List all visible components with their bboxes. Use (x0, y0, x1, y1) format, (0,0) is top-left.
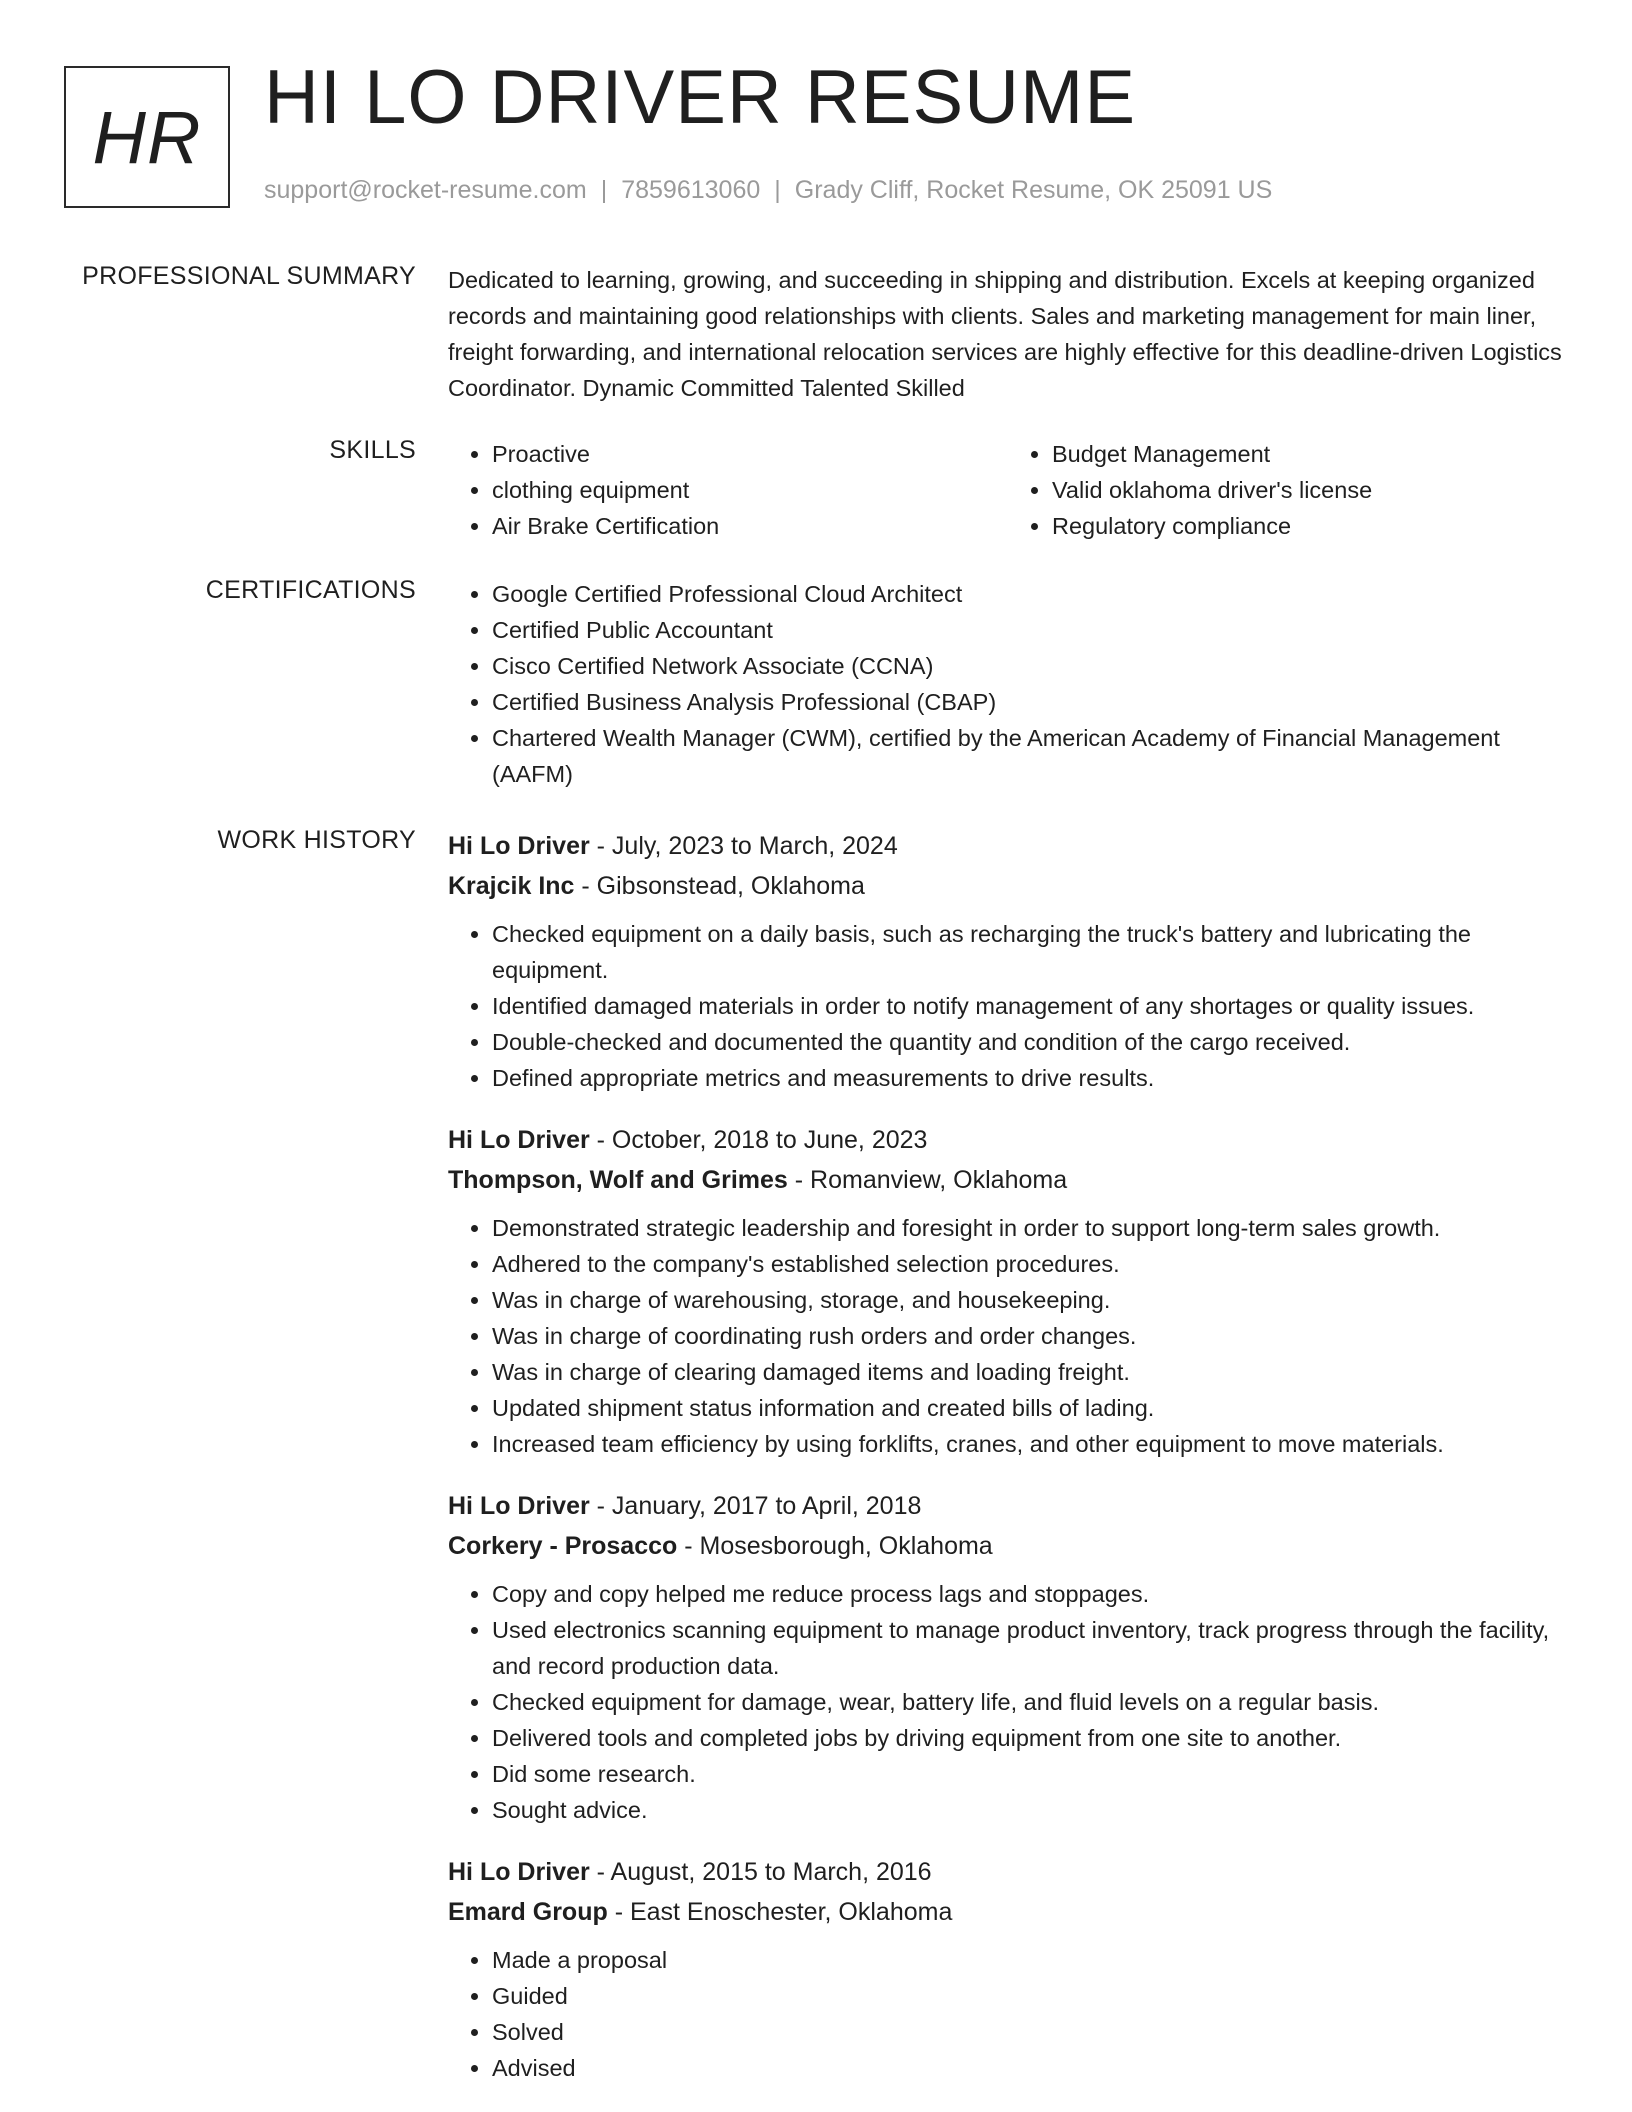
list-item: • Delivered tools and completed jobs by driving equipment from one site to another. (492, 1720, 1568, 1756)
contact-phone[interactable]: 7859613060 (621, 176, 761, 204)
list-item: • Chartered Wealth Manager (CWM), certified by the American Academy of Financial Management (AAFM) (492, 720, 1568, 792)
job-company-line (448, 1892, 1568, 1932)
list-item: • Checked equipment on a daily basis, such as recharging the truck's battery and lubricating the equipment. (492, 916, 1568, 988)
list-item: • Made a proposal (492, 1942, 1568, 1978)
job-role: Hi Lo Driver (448, 1126, 590, 1154)
list-item: • Sought advice. (492, 1792, 1568, 1828)
list-item: • Did some research. (492, 1756, 1568, 1792)
job-location: - Romanview, Oklahoma (787, 1166, 1068, 1194)
job-dates: - January, 2017 to April, 2018 (589, 1492, 922, 1520)
section-heading: PROFESSIONAL SUMMARY (82, 262, 416, 290)
list-item: • Valid oklahoma driver's license (1052, 472, 1568, 508)
job-location: - Gibsonstead, Oklahoma (574, 872, 865, 900)
section-heading: WORK HISTORY (217, 826, 416, 854)
job-company: Krajcik Inc (448, 872, 575, 900)
list-item: • Identified damaged materials in order to notify management of any shortages or quality issues. (492, 988, 1568, 1024)
section-heading: SKILLS (329, 436, 416, 464)
section-heading: CERTIFICATIONS (205, 576, 416, 604)
job-entry (448, 826, 1568, 1096)
job-location: - Mosesborough, Oklahoma (677, 1532, 993, 1560)
job-role: Hi Lo Driver (448, 832, 590, 860)
list-item: • Google Certified Professional Cloud Architect (492, 576, 1568, 612)
job-company: Emard Group (448, 1898, 608, 1926)
skills-list-left (448, 436, 1008, 544)
list-item: • Double-checked and documented the quantity and condition of the cargo received. (492, 1024, 1568, 1060)
job-entry (448, 1852, 1568, 2086)
job-title-line (448, 826, 1568, 866)
job-bullets (448, 1942, 1568, 2086)
list-item: • Certified Business Analysis Professional (CBAP) (492, 684, 1568, 720)
job-entry (448, 1120, 1568, 1462)
job-dates: - July, 2023 to March, 2024 (589, 832, 898, 860)
list-item: • Proactive (492, 436, 1008, 472)
job-title-line (448, 1486, 1568, 1526)
list-item: • Guided (492, 1978, 1568, 2014)
list-item: • Used electronics scanning equipment to manage product inventory, track progress through the facility, and record production data. (492, 1612, 1568, 1684)
summary-text: Dedicated to learning, growing, and succeeding in shipping and distribution. Excels at keeping organized records and maintaining good relationships with clients. Sales and marketing management for main liner, freight forwarding, and international relocation services are highly effective for this deadline-driven Logistics Coordinator. Dynamic Committed Talented Skilled (448, 267, 1562, 401)
list-item: • clothing equipment (492, 472, 1008, 508)
contact-separator: | (600, 176, 608, 204)
job-company-line (448, 1160, 1568, 1200)
certifications-body (448, 576, 1568, 792)
list-item: • Checked equipment for damage, wear, battery life, and fluid levels on a regular basis. (492, 1684, 1568, 1720)
list-item: • Was in charge of coordinating rush orders and order changes. (492, 1318, 1568, 1354)
list-item: • Updated shipment status information and created bills of lading. (492, 1390, 1568, 1426)
list-item: • Budget Management (1052, 436, 1568, 472)
list-item: • Regulatory compliance (1052, 508, 1568, 544)
contact-separator: | (774, 176, 781, 204)
job-title-line (448, 1120, 1568, 1160)
contact-address: Grady Cliff, Rocket Resume, OK 25091 US (794, 176, 1273, 204)
job-role: Hi Lo Driver (448, 1858, 590, 1886)
job-bullets (448, 916, 1568, 1096)
list-item: • Defined appropriate metrics and measurements to drive results. (492, 1060, 1568, 1096)
job-company: Thompson, Wolf and Grimes (448, 1166, 788, 1194)
page-title: HI LO DRIVER RESUME (264, 55, 1137, 140)
list-item: • Was in charge of clearing damaged items and loading freight. (492, 1354, 1568, 1390)
contact-email[interactable]: support@rocket-resume.com (264, 176, 587, 204)
list-item: • Was in charge of warehousing, storage, and housekeeping. (492, 1282, 1568, 1318)
list-item: • Increased team efficiency by using forklifts, cranes, and other equipment to move materials. (492, 1426, 1568, 1462)
list-item: • Demonstrated strategic leadership and foresight in order to support long-term sales growth. (492, 1210, 1568, 1246)
job-entry (448, 1486, 1568, 1828)
job-bullets (448, 1210, 1568, 1462)
job-company-line (448, 866, 1568, 906)
job-title-line (448, 1852, 1568, 1892)
job-role: Hi Lo Driver (448, 1492, 590, 1520)
list-item: • Solved (492, 2014, 1568, 2050)
work-history-body (448, 826, 1568, 2110)
job-company: Corkery - Prosacco (448, 1532, 678, 1560)
list-item: • Air Brake Certification (492, 508, 1008, 544)
job-dates: - August, 2015 to March, 2016 (589, 1858, 932, 1886)
list-item: • Certified Public Accountant (492, 612, 1568, 648)
job-location: - East Enoschester, Oklahoma (607, 1898, 953, 1926)
job-bullets (448, 1576, 1568, 1828)
job-dates: - October, 2018 to June, 2023 (589, 1126, 928, 1154)
skills-columns (448, 436, 1568, 544)
contact-line (264, 176, 1272, 205)
certifications-list (448, 576, 1568, 792)
skills-list-right (1008, 436, 1568, 544)
list-item: • Advised (492, 2050, 1568, 2086)
job-company-line (448, 1526, 1568, 1566)
monogram-box (64, 66, 230, 208)
list-item: • Adhered to the company's established selection procedures. (492, 1246, 1568, 1282)
list-item: • Copy and copy helped me reduce process lags and stoppages. (492, 1576, 1568, 1612)
monogram-initials: HR (92, 95, 202, 179)
list-item: • Cisco Certified Network Associate (CCNA) (492, 648, 1568, 684)
